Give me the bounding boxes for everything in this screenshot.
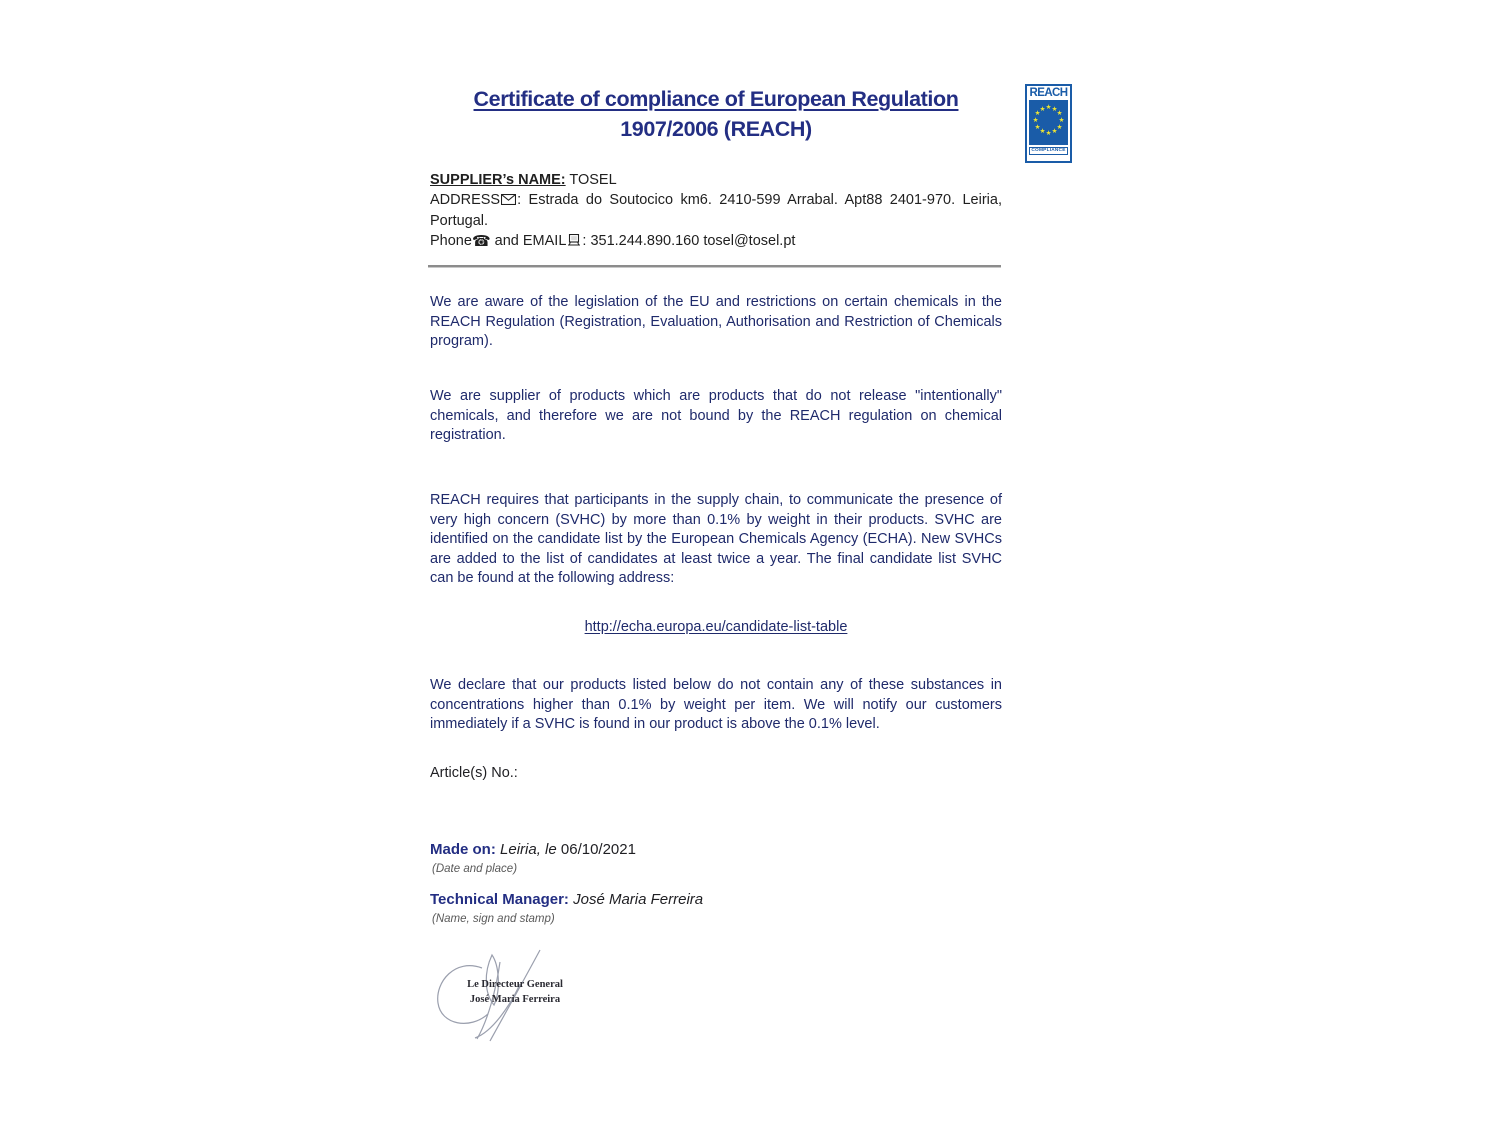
computer-icon: [567, 232, 581, 252]
title-line-1: Certificate of compliance of European Regulation: [473, 87, 959, 111]
eu-star-icon: ★: [1034, 109, 1041, 117]
supplier-name-value: TOSEL: [565, 172, 617, 188]
candidate-list-link[interactable]: http://echa.europa.eu/candidate-list-table: [584, 619, 848, 635]
title-line-2: 1907/2006 (REACH): [620, 117, 812, 141]
eu-star-icon: ★: [1051, 127, 1058, 135]
email-label: and EMAIL: [490, 233, 567, 249]
eu-star-icon: ★: [1045, 129, 1052, 137]
paragraph-supplier-statement: We are supplier of products which are products that do not release "intentionally" chemicals, and therefore we are not bound by the REACH regulation on chemical registration.: [430, 388, 1002, 443]
phone-label: Phone: [430, 233, 472, 249]
stamp-text: [460, 977, 570, 1007]
supplier-address-line: [430, 190, 1002, 231]
made-on-place: Leiria, le: [495, 841, 557, 858]
horizontal-divider: [428, 265, 1001, 268]
reach-logo-text: REACH: [1029, 87, 1068, 99]
page-title: [430, 84, 1002, 144]
eu-star-icon: ★: [1051, 105, 1058, 113]
eu-flag-icon: [1029, 100, 1068, 145]
envelope-icon: [501, 191, 516, 211]
made-on-date: 06/10/2021: [556, 841, 636, 858]
technical-manager-label: Technical Manager:: [430, 891, 569, 908]
technical-manager-name: José Maria Ferreira: [568, 891, 704, 908]
address-value: : Estrada do Soutocico km6. 2410-599 Arrabal. Apt88 2401-970. Leiria, Portugal.: [430, 192, 1002, 229]
made-on-label: Made on:: [430, 841, 496, 858]
technical-manager-line: [430, 891, 703, 908]
paragraph-awareness: We are aware of the legislation of the EU and restrictions on certain chemicals in the REACH Regulation (Registration, Evaluation, Authorisation and Restriction of Chemicals program).: [430, 294, 1002, 349]
paragraph-svhc-requirements: REACH requires that participants in the supply chain, to communicate the presence of very high concern (SVHC) by more than 0.1% by weight in their products. SVHC are identified on the candidate list by the European Chemicals Agency (ECHA). New SVHCs are added to the list of candidates at least twice a year. The final candidate list SVHC can be found at the following address:: [430, 492, 1002, 586]
eu-star-icon: ★: [1056, 123, 1063, 131]
paragraph-declaration: We declare that our products listed below do not contain any of these substances in concentrations higher than 0.1% by weight per item. We will notify our customers immediately if a SVHC is found in our product is above the 0.1% level.: [430, 677, 1002, 732]
name-sign-stamp-caption: (Name, sign and stamp): [432, 913, 555, 925]
eu-star-icon: ★: [1045, 103, 1052, 111]
eu-star-icon: ★: [1039, 127, 1046, 135]
address-label: ADDRESS: [430, 192, 501, 208]
eu-star-icon: ★: [1058, 116, 1065, 124]
contact-value: : 351.244.890.160 tosel@tosel.pt: [582, 233, 796, 249]
supplier-name-line: [430, 170, 1002, 190]
made-on-line: [430, 841, 636, 858]
eu-star-icon: ★: [1032, 116, 1039, 124]
stamp-line-1: Le Directeur General: [467, 979, 563, 990]
eu-star-icon: ★: [1034, 123, 1041, 131]
article-number-label: Article(s) No.:: [430, 765, 518, 781]
stamp-line-2: José Maria Ferreira: [469, 994, 561, 1005]
supplier-info-block: [430, 170, 1002, 252]
reach-compliance-logo: [1025, 84, 1072, 163]
eu-star-icon: ★: [1039, 105, 1046, 113]
phone-icon: ☎: [471, 232, 491, 250]
supplier-name-label: SUPPLIER’s NAME:: [430, 172, 566, 188]
candidate-list-link-line: [430, 618, 1002, 636]
eu-star-icon: ★: [1056, 109, 1063, 117]
compliance-logo-text: COMPLIANCE: [1029, 147, 1068, 155]
supplier-contact-line: [430, 231, 1002, 252]
date-place-caption: (Date and place): [432, 863, 518, 875]
